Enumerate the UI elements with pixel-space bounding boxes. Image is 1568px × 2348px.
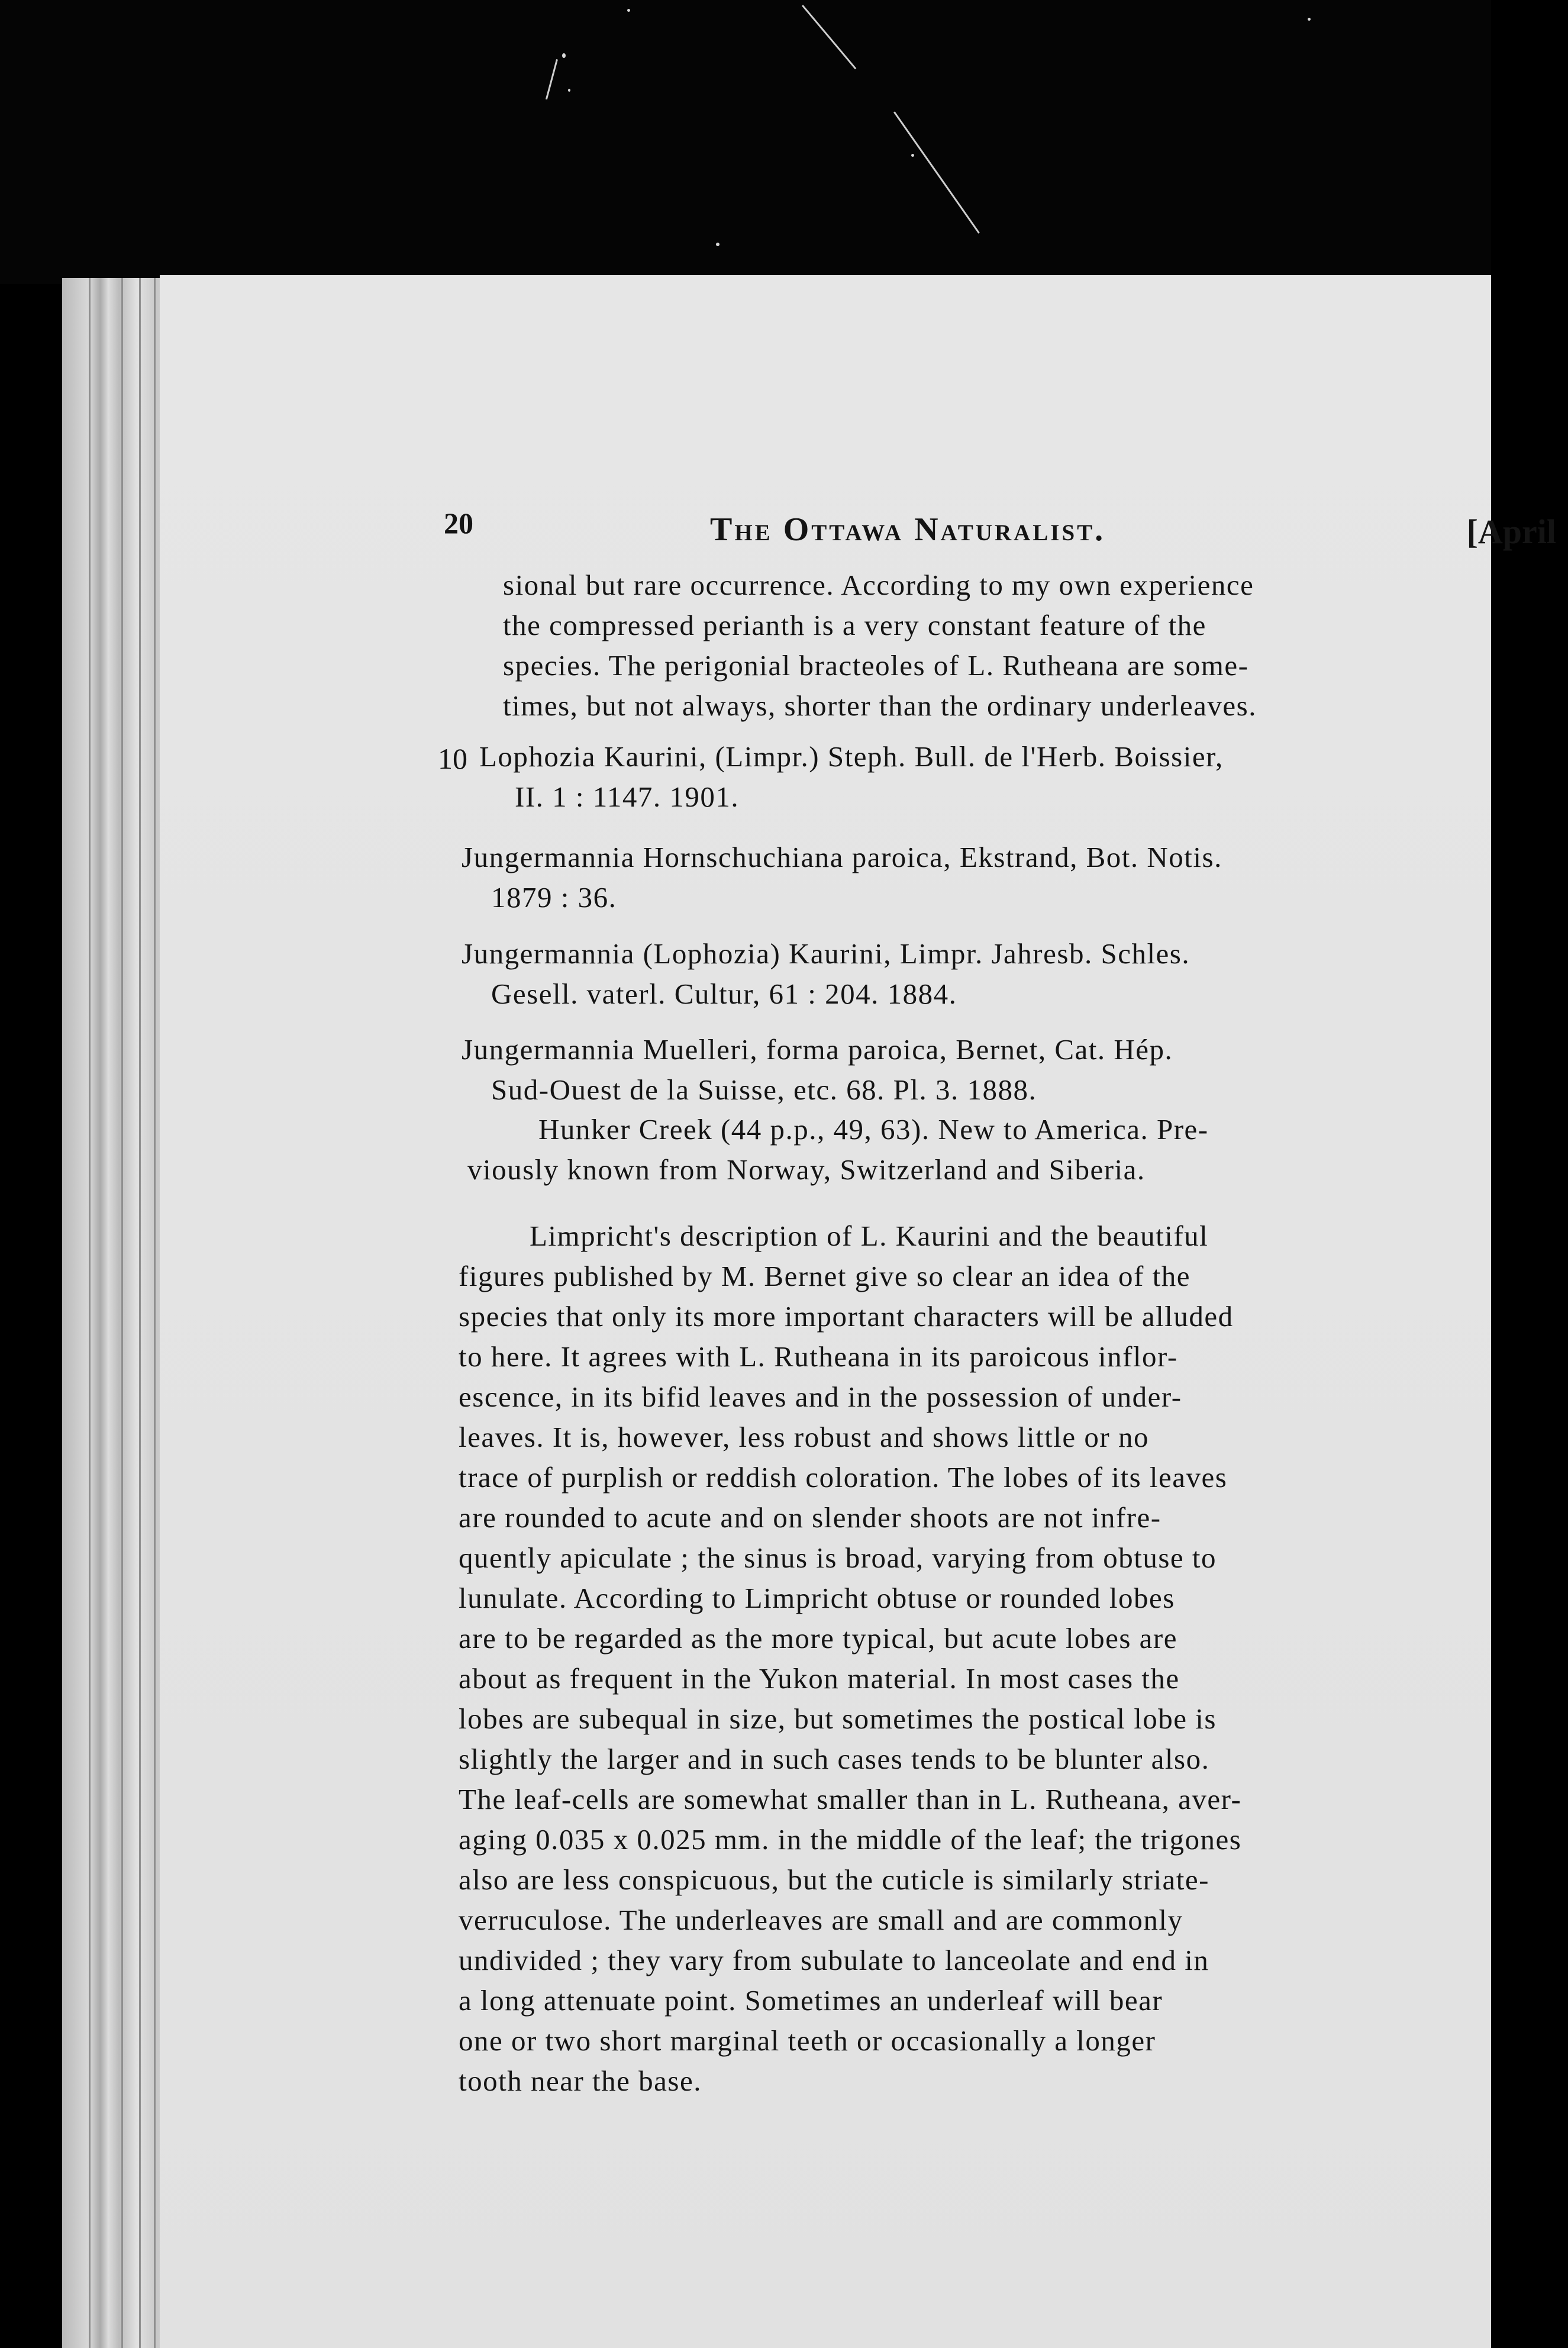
text-line: also are less conspicuous, but the cuticle is similarly striate- bbox=[459, 1863, 1209, 1896]
description-paragraph bbox=[459, 1216, 1547, 2101]
film-scratch bbox=[802, 5, 856, 69]
text-line: Jungermannia (Lophozia) Kaurini, Limpr. Jahresb. Schles. bbox=[462, 937, 1190, 970]
dust-speck bbox=[568, 89, 570, 92]
text-line: times, but not always, shorter than the ordinary underleaves. bbox=[503, 689, 1257, 722]
text-line: one or two short marginal teeth or occasionally a longer bbox=[459, 2024, 1156, 2057]
issue-month: [April bbox=[1466, 512, 1556, 551]
text-line: tooth near the base. bbox=[459, 2065, 702, 2097]
text-line: lobes are subequal in size, but sometimes the postical lobe is bbox=[459, 1702, 1217, 1735]
page-edge-line bbox=[139, 278, 141, 2348]
text-line: species. The perigonial bracteoles of L. Rutheana are some- bbox=[503, 649, 1249, 682]
text-line: Hunker Creek (44 p.p., 49, 63). New to America. Pre- bbox=[538, 1113, 1209, 1146]
text-line: verruculose. The underleaves are small and are commonly bbox=[459, 1904, 1183, 1936]
text-line: to here. It agrees with L. Rutheana in its paroicous inflor- bbox=[459, 1340, 1178, 1373]
species-entry bbox=[479, 737, 1550, 817]
text-line: undivided ; they vary from subulate to lanceolate and end in bbox=[459, 1944, 1209, 1976]
text-line: Gesell. vaterl. Cultur, 61 : 204. 1884. bbox=[491, 978, 957, 1010]
text-line: Jungermannia Muelleri, forma paroica, Bernet, Cat. Hép. bbox=[462, 1033, 1173, 1066]
text-line: species that only its more important characters will be alluded bbox=[459, 1300, 1234, 1333]
text-line: Lophozia Kaurini, (Limpr.) Steph. Bull. de l'Herb. Boissier, bbox=[479, 740, 1224, 773]
page-edge-line bbox=[154, 278, 156, 2348]
text-line: sional but rare occurrence. According to my own experience bbox=[503, 569, 1254, 601]
text-line: Limpricht's description of L. Kaurini and the beautiful bbox=[530, 1220, 1209, 1252]
text-line: are to be regarded as the more typical, but acute lobes are bbox=[459, 1622, 1177, 1654]
text-line: quently apiculate ; the sinus is broad, varying from obtuse to bbox=[459, 1541, 1217, 1574]
page-edge-line bbox=[121, 278, 123, 2348]
dust-speck bbox=[911, 154, 914, 157]
text-line: are rounded to acute and on slender shoots are not infre- bbox=[459, 1501, 1162, 1534]
text-line: viously known from Norway, Switzerland and Siberia. bbox=[467, 1153, 1146, 1186]
text-line: Sud-Ouest de la Suisse, etc. 68. Pl. 3. 1888. bbox=[491, 1073, 1037, 1106]
dust-speck bbox=[716, 243, 720, 246]
text-line: escence, in its bifid leaves and in the possession of under- bbox=[459, 1381, 1182, 1413]
page-edge-line bbox=[89, 278, 91, 2348]
text-line: Jungermannia Hornschuchiana paroica, Ekstrand, Bot. Notis. bbox=[462, 841, 1222, 873]
text-line: II. 1 : 1147. 1901. bbox=[515, 780, 740, 813]
text-line: figures published by M. Bernet give so clear an idea of the bbox=[459, 1260, 1190, 1292]
text-line: slightly the larger and in such cases tends to be blunter also. bbox=[459, 1743, 1210, 1775]
film-scratch bbox=[546, 59, 558, 99]
entry-number: 10 bbox=[438, 742, 467, 775]
dark-background bbox=[0, 0, 1491, 284]
text-line: the compressed perianth is a very constant feature of the bbox=[503, 609, 1206, 641]
dust-speck bbox=[562, 53, 566, 58]
text-line: The leaf-cells are somewhat smaller than in L. Rutheana, aver- bbox=[459, 1783, 1242, 1815]
text-line: a long attenuate point. Sometimes an underleaf will bear bbox=[459, 1984, 1163, 2017]
intro-paragraph bbox=[503, 565, 1550, 726]
synonym-citation bbox=[462, 1030, 1550, 1110]
film-scratch bbox=[893, 111, 980, 234]
synonym-citation bbox=[462, 934, 1550, 1014]
text-line: leaves. It is, however, less robust and shows little or no bbox=[459, 1421, 1149, 1453]
page-number: 20 bbox=[444, 507, 473, 540]
text-line: lunulate. According to Limpricht obtuse or rounded lobes bbox=[459, 1582, 1175, 1614]
running-head bbox=[444, 506, 1568, 559]
text-line: trace of purplish or reddish coloration. The lobes of its leaves bbox=[459, 1461, 1228, 1494]
dust-speck bbox=[1308, 18, 1311, 21]
text-line: 1879 : 36. bbox=[491, 881, 617, 914]
synonym-citation bbox=[462, 837, 1550, 918]
journal-page bbox=[160, 275, 1556, 2348]
text-line: about as frequent in the Yukon material. In most cases the bbox=[459, 1662, 1180, 1695]
text-line: aging 0.035 x 0.025 mm. in the middle of the leaf; the trigones bbox=[459, 1823, 1242, 1856]
locality-paragraph bbox=[467, 1110, 1550, 1190]
journal-title: The Ottawa Naturalist. bbox=[710, 511, 1106, 548]
dust-speck bbox=[627, 9, 630, 12]
